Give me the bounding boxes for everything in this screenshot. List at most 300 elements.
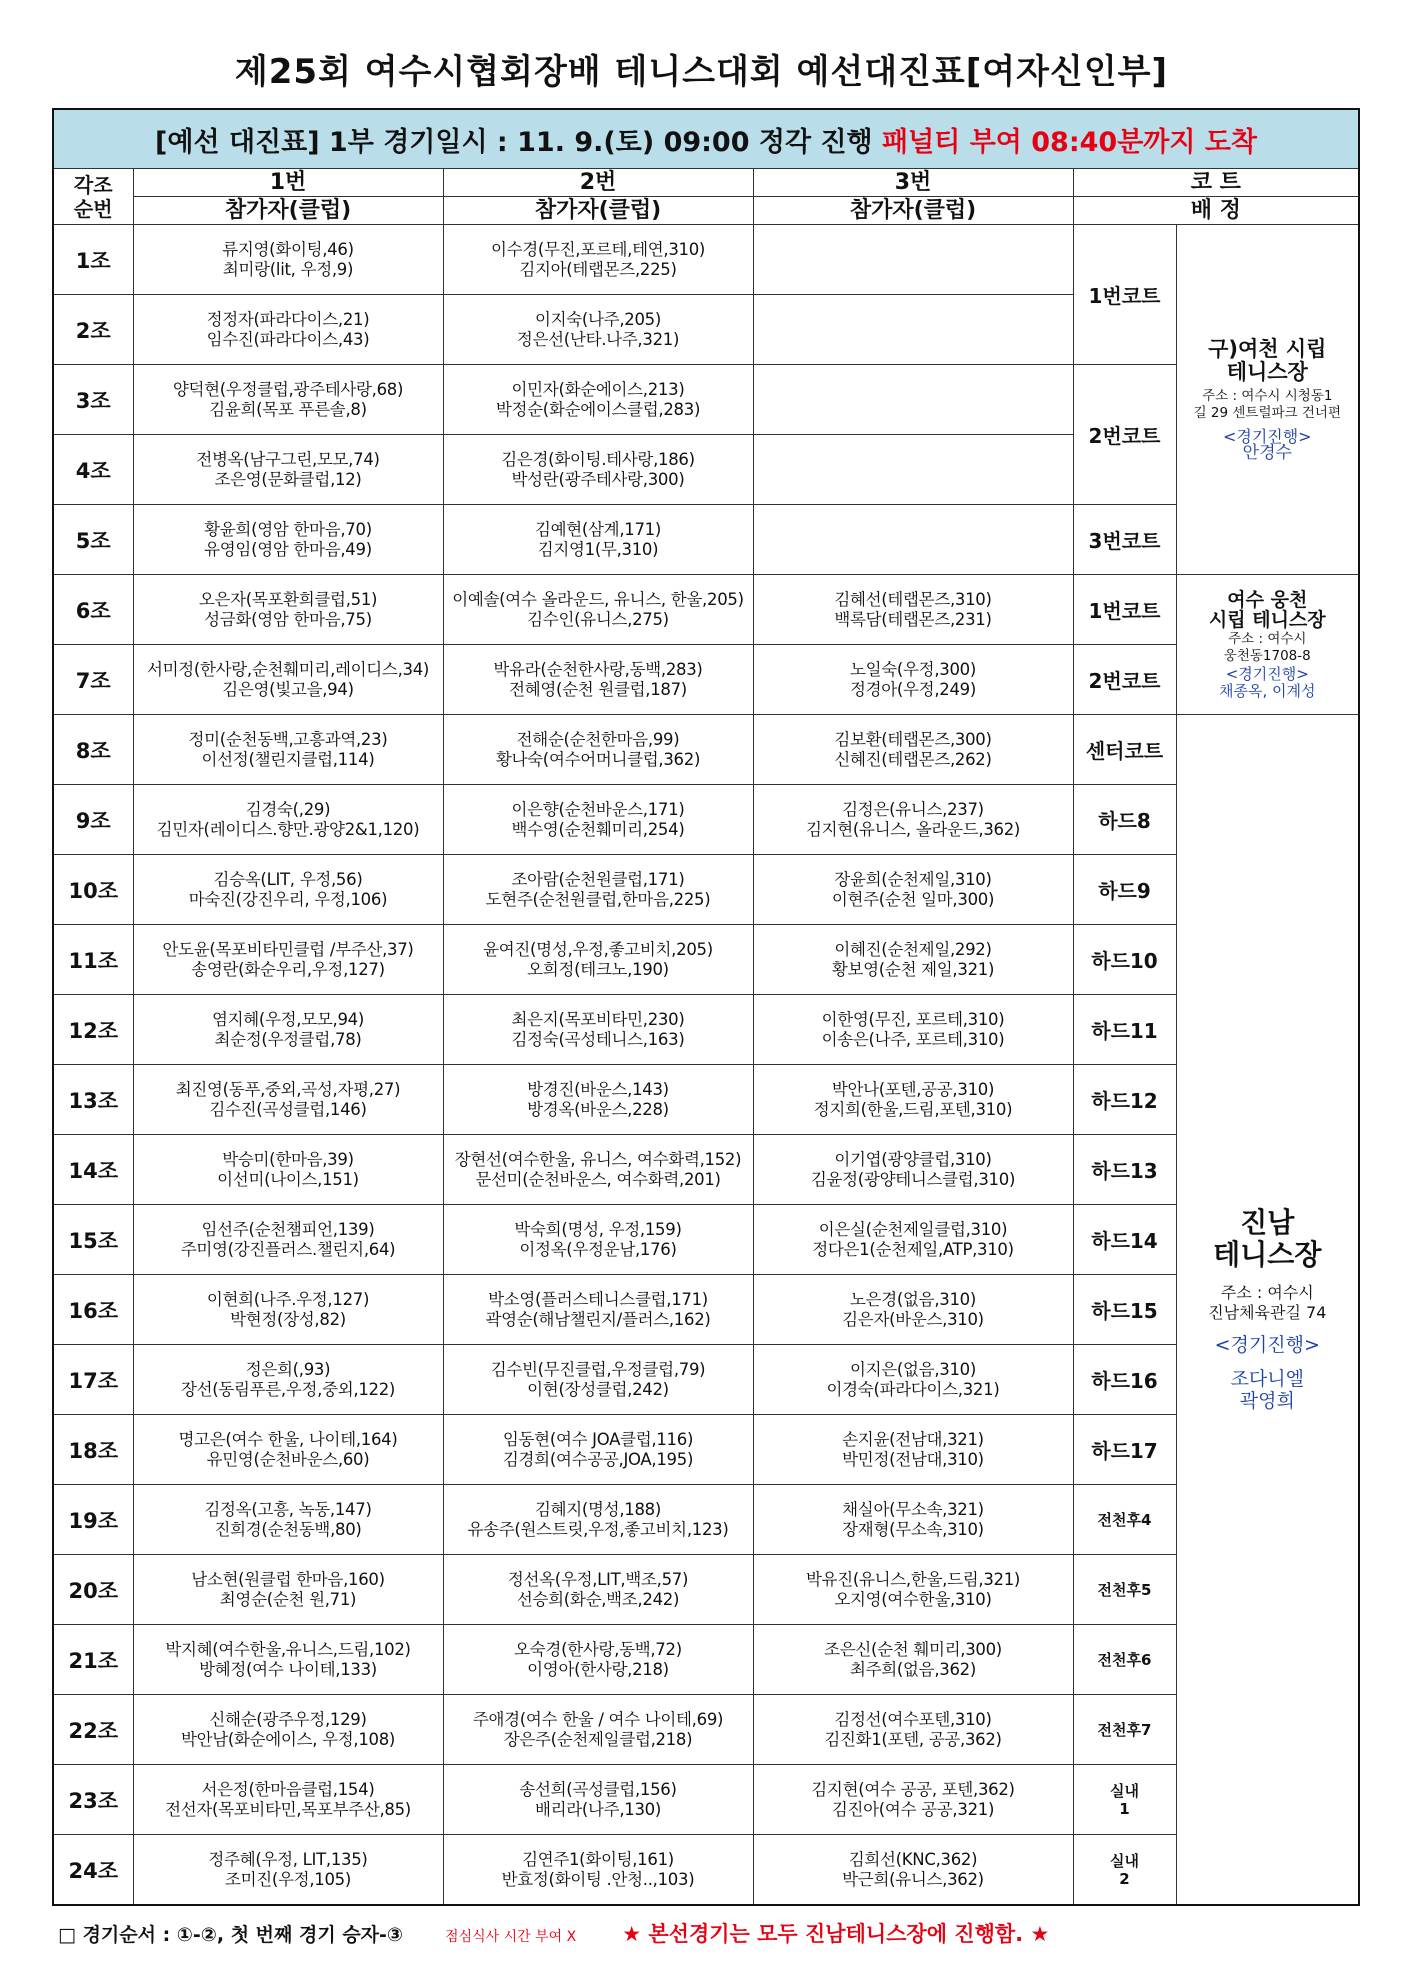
- group-number: 13조: [53, 1065, 133, 1135]
- group-row: [53, 1555, 1359, 1625]
- slot-2-pair: [443, 785, 753, 855]
- group-row: [53, 925, 1359, 995]
- slot-1-pair: [133, 1485, 443, 1555]
- player-entry: 김민자(레이디스.향만.광양2&1,120): [156, 819, 420, 839]
- slot-3-pair: [753, 225, 1073, 295]
- court-assignment: 하드17: [1073, 1415, 1176, 1485]
- court-assignment: 하드11: [1073, 995, 1176, 1065]
- slot-2-pair: [443, 1695, 753, 1765]
- player-entry: 김희선(KNC,362): [848, 1849, 978, 1869]
- player-entry: 오은자(목포환희클럽,51): [198, 589, 378, 609]
- player-entry: 김수빈(무진클럽,우정클럽,79): [490, 1359, 706, 1379]
- player-entry: 김수인(유니스,275): [527, 609, 669, 629]
- player-entry: 박근희(유니스,362): [842, 1869, 984, 1889]
- player-entry: 장재형(무소속,310): [842, 1519, 984, 1539]
- player-entry: 주미영(강진플러스.챌린지,64): [180, 1239, 396, 1259]
- slot-2-pair: [443, 1555, 753, 1625]
- player-entry: 주애경(여수 한울 / 여수 나이테,69): [472, 1709, 724, 1729]
- slot-3-pair: [753, 1135, 1073, 1205]
- player-entry: 김진아(여수 공공,321): [831, 1799, 995, 1819]
- slot-2-pair: [443, 295, 753, 365]
- group-number: 5조: [53, 505, 133, 575]
- player-entry: 방혜정(여수 나이테,133): [199, 1659, 377, 1679]
- slot-1-pair: [133, 225, 443, 295]
- group-row: [53, 1135, 1359, 1205]
- player-entry: 정정자(파라다이스,21): [206, 309, 370, 329]
- player-entry: 정경아(우정,249): [849, 679, 976, 699]
- slot-1-pair: [133, 1555, 443, 1625]
- player-entry: 박현정(장성,82): [230, 1309, 346, 1329]
- player-entry: 정다은1(순천제일,ATP,310): [812, 1239, 1014, 1259]
- player-entry: 진희경(순천동백,80): [214, 1519, 362, 1539]
- header-group-order: 각조 순번: [53, 169, 133, 225]
- player-entry: 조아람(순천원클럽,171): [511, 869, 685, 889]
- player-entry: 송선희(곡성클럽,156): [519, 1779, 677, 1799]
- slot-2-pair: [443, 1765, 753, 1835]
- slot-2-pair: [443, 225, 753, 295]
- slot-1-pair: [133, 715, 443, 785]
- player-entry: 이민자(화순에이스,213): [511, 379, 685, 399]
- group-number: 15조: [53, 1205, 133, 1275]
- slot-3-pair: [753, 295, 1073, 365]
- player-entry: 염지혜(우정,모모,94): [211, 1009, 365, 1029]
- player-entry: 도현주(순천원클럽,한마음,225): [485, 889, 711, 909]
- court-assignment: 하드14: [1073, 1205, 1176, 1275]
- player-entry: 장선(동림푸른,우정,중외,122): [180, 1379, 396, 1399]
- player-entry: 유송주(원스트릿,우정,좋고비치,123): [467, 1519, 729, 1539]
- player-entry: 김정옥(고흥, 녹동,147): [204, 1499, 372, 1519]
- player-entry: 이송은(나주, 포르테,310): [821, 1029, 1005, 1049]
- group-number: 6조: [53, 575, 133, 645]
- slot-1-pair: [133, 1345, 443, 1415]
- player-entry: 남소현(원클럽 한마음,160): [191, 1569, 385, 1589]
- player-entry: 선승희(화순,백조,242): [516, 1589, 680, 1609]
- player-entry: 정주혜(우정, LIT,135): [208, 1849, 368, 1869]
- player-entry: 곽영순(해남챌린지/플러스,162): [485, 1309, 711, 1329]
- slot-2-pair: [443, 1415, 753, 1485]
- slot-2-pair: [443, 1625, 753, 1695]
- slot-3-pair: [753, 925, 1073, 995]
- group-row: [53, 855, 1359, 925]
- player-entry: 김지아(테랩몬즈,225): [519, 259, 677, 279]
- slot-2-pair: [443, 925, 753, 995]
- court-assignment: 전천후5: [1073, 1555, 1176, 1625]
- venue-info: [1176, 715, 1359, 1906]
- player-entry: 이은향(순천바운스,171): [511, 799, 685, 819]
- player-entry: 박정순(화순에이스클럽,283): [495, 399, 701, 419]
- slot-2-pair: [443, 1065, 753, 1135]
- slot-3-pair: [753, 645, 1073, 715]
- venue-address: 주소 : 여수시 진남체육관길 74: [1208, 1283, 1327, 1322]
- player-entry: 김경숙(,29): [245, 799, 331, 819]
- group-row: [53, 365, 1359, 435]
- slot-2-pair: [443, 1135, 753, 1205]
- court-assignment: 센터코트: [1073, 715, 1176, 785]
- player-entry: 이지은(없음,310): [849, 1359, 976, 1379]
- court-assignment: 1번코트: [1073, 575, 1176, 645]
- player-entry: 방경진(바운스,143): [527, 1079, 669, 1099]
- slot-1-pair: [133, 1205, 443, 1275]
- court-assignment: 전천후7: [1073, 1695, 1176, 1765]
- slot-2-pair: [443, 1835, 753, 1906]
- player-entry: 김혜지(명성,188): [534, 1499, 661, 1519]
- player-entry: 최순정(우정클럽,78): [214, 1029, 362, 1049]
- group-number: 21조: [53, 1625, 133, 1695]
- player-entry: 류지영(화이팅,46): [222, 239, 354, 259]
- slot-1-pair: [133, 505, 443, 575]
- slot-1-pair: [133, 295, 443, 365]
- group-row: [53, 1065, 1359, 1135]
- slot-3-pair: [753, 1555, 1073, 1625]
- group-row: [53, 225, 1359, 295]
- player-entry: 이현(장성클럽,242): [527, 1379, 669, 1399]
- player-entry: 박안남(화순에이스, 우정,108): [180, 1729, 396, 1749]
- player-entry: 오지영(여수한울,310): [834, 1589, 992, 1609]
- player-entry: 김정숙(곡성테니스,163): [511, 1029, 685, 1049]
- court-assignment: 하드16: [1073, 1345, 1176, 1415]
- venue-address: 주소 : 여수시 웅천동1708-8: [1223, 630, 1311, 664]
- player-entry: 정은희(,93): [245, 1359, 331, 1379]
- court-assignment: 하드9: [1073, 855, 1176, 925]
- slot-3-pair: [753, 1765, 1073, 1835]
- venue-info: [1176, 575, 1359, 715]
- player-entry: 김승옥(LIT, 우정,56): [213, 869, 363, 889]
- group-number: 2조: [53, 295, 133, 365]
- player-entry: 오희정(테크노,190): [527, 959, 669, 979]
- group-number: 19조: [53, 1485, 133, 1555]
- player-entry: 박유라(순천한사랑,동백,283): [493, 659, 703, 679]
- player-entry: 장은주(순천제일클럽,218): [503, 1729, 693, 1749]
- player-entry: 노은경(없음,310): [849, 1289, 976, 1309]
- player-entry: 김예현(삼계,171): [534, 519, 661, 539]
- player-entry: 백록담(테랩몬즈,231): [834, 609, 992, 629]
- slot-2-pair: [443, 715, 753, 785]
- court-assignment: 3번코트: [1073, 505, 1176, 575]
- player-entry: 김윤희(목포 푸른솔,8): [209, 399, 367, 419]
- slot-2-pair: [443, 575, 753, 645]
- court-assignment: 전천후4: [1073, 1485, 1176, 1555]
- player-entry: 신혜진(테랩몬즈,262): [834, 749, 992, 769]
- venue-name: 진남 테니스장: [1213, 1206, 1322, 1271]
- slot-2-pair: [443, 365, 753, 435]
- player-entry: 박민정(전남대,310): [842, 1449, 984, 1469]
- player-entry: 김은경(화이팅.테사랑,186): [501, 449, 695, 469]
- venue-progress-label: <경기진행>: [1222, 426, 1312, 446]
- player-entry: 유민영(순천바운스,60): [206, 1449, 370, 1469]
- player-entry: 손지윤(전남대,321): [842, 1429, 984, 1449]
- header-participant-1: 참가자(클럽): [133, 197, 443, 225]
- slot-1-pair: [133, 365, 443, 435]
- slot-1-pair: [133, 1135, 443, 1205]
- group-number: 4조: [53, 435, 133, 505]
- group-row: [53, 1485, 1359, 1555]
- slot-3-pair: [753, 1205, 1073, 1275]
- player-entry: 김은영(빛고을,94): [222, 679, 354, 699]
- player-entry: 김경희(여수공공,JOA,195): [502, 1449, 694, 1469]
- player-entry: 정은선(난타.나주,321): [516, 329, 680, 349]
- group-number: 18조: [53, 1415, 133, 1485]
- group-number: 12조: [53, 995, 133, 1065]
- player-entry: 이은실(순천제일클럽,310): [818, 1219, 1008, 1239]
- player-entry: 김정은(유니스,237): [842, 799, 984, 819]
- player-entry: 임동현(여수 JOA클럽,116): [502, 1429, 694, 1449]
- player-entry: 최영순(순천 원,71): [219, 1589, 357, 1609]
- player-entry: 전해순(순천한마음,99): [516, 729, 680, 749]
- player-entry: 김지영1(무,310): [537, 539, 659, 559]
- player-entry: 마숙진(강진우리, 우정,106): [188, 889, 388, 909]
- page-title: 제25회 여수시협회장배 테니스대회 예선대진표[여자신인부]: [234, 52, 1169, 92]
- header-participant-2: 참가자(클럽): [443, 197, 753, 225]
- player-entry: 이현주(순천 일마,300): [831, 889, 995, 909]
- player-entry: 채실아(무소속,321): [842, 1499, 984, 1519]
- slot-3-pair: [753, 1415, 1073, 1485]
- group-row: [53, 1275, 1359, 1345]
- player-entry: 성금화(영암 한마음,75): [204, 609, 372, 629]
- slot-2-pair: [443, 1485, 753, 1555]
- group-number: 7조: [53, 645, 133, 715]
- slot-1-pair: [133, 995, 443, 1065]
- slot-3-pair: [753, 435, 1073, 505]
- group-row: [53, 995, 1359, 1065]
- slot-2-pair: [443, 435, 753, 505]
- group-number: 1조: [53, 225, 133, 295]
- slot-1-pair: [133, 785, 443, 855]
- header-assignment: 배 정: [1073, 197, 1359, 225]
- slot-2-pair: [443, 1345, 753, 1415]
- slot-1-pair: [133, 435, 443, 505]
- player-entry: 박유진(유니스,한울,드림,321): [805, 1569, 1021, 1589]
- player-entry: 정지희(한울,드림,포텐,310): [813, 1099, 1013, 1119]
- match-order-note: □ 경기순서 : ①-②, 첫 번째 경기 승자-③: [58, 1924, 403, 1946]
- player-entry: 황나숙(여수어머니클럽,362): [495, 749, 701, 769]
- player-entry: 김수진(곡성클럽,146): [209, 1099, 367, 1119]
- slot-1-pair: [133, 1695, 443, 1765]
- slot-3-pair: [753, 1345, 1073, 1415]
- player-entry: 김은자(바운스,310): [842, 1309, 984, 1329]
- group-number: 10조: [53, 855, 133, 925]
- group-row: [53, 575, 1359, 645]
- player-entry: 이한영(무진, 포르테,310): [821, 1009, 1005, 1029]
- slot-3-pair: [753, 1485, 1073, 1555]
- venue-staff: 조다니엘 곽영희: [1230, 1368, 1304, 1412]
- slot-3-pair: [753, 1625, 1073, 1695]
- player-entry: 김지현(유니스, 올라운드,362): [805, 819, 1021, 839]
- bracket-table: [52, 108, 1360, 1906]
- slot-3-pair: [753, 1835, 1073, 1906]
- court-assignment: 하드13: [1073, 1135, 1176, 1205]
- group-number: 9조: [53, 785, 133, 855]
- court-assignment: 실내 2: [1073, 1835, 1176, 1906]
- player-entry: 이경숙(파라다이스,321): [826, 1379, 1000, 1399]
- player-entry: 이수경(무진,포르테,테연,310): [490, 239, 706, 259]
- player-entry: 김연주1(화이팅,161): [522, 1849, 674, 1869]
- court-assignment: 하드8: [1073, 785, 1176, 855]
- slot-3-pair: [753, 715, 1073, 785]
- venue-staff: 안경수: [1242, 442, 1292, 463]
- player-entry: 송영란(화순우리,우정,127): [191, 959, 385, 979]
- player-entry: 방경옥(바운스,228): [527, 1099, 669, 1119]
- player-entry: 전선자(목포비타민,목포부주산,85): [165, 1799, 411, 1819]
- slot-3-pair: [753, 785, 1073, 855]
- group-number: 24조: [53, 1835, 133, 1906]
- slot-3-pair: [753, 505, 1073, 575]
- slot-2-pair: [443, 995, 753, 1065]
- player-entry: 이예솔(여수 올라운드, 유니스, 한울,205): [452, 589, 744, 609]
- group-row: [53, 715, 1359, 785]
- group-number: 23조: [53, 1765, 133, 1835]
- slot-3-pair: [753, 575, 1073, 645]
- player-entry: 유영임(영암 한마음,49): [204, 539, 372, 559]
- player-entry: 장윤희(순천제일,310): [834, 869, 992, 889]
- group-row: [53, 785, 1359, 855]
- court-assignment: 전천후6: [1073, 1625, 1176, 1695]
- court-assignment: 하드15: [1073, 1275, 1176, 1345]
- footer: [58, 1918, 1358, 1948]
- group-row: [53, 1695, 1359, 1765]
- player-entry: 임수진(파라다이스,43): [206, 329, 370, 349]
- slot-1-pair: [133, 1835, 443, 1906]
- venue-progress-label: <경기진행>: [1214, 1334, 1320, 1356]
- player-entry: 박성란(광주테사랑,300): [511, 469, 685, 489]
- group-number: 22조: [53, 1695, 133, 1765]
- banner-main: [예선 대진표] 1부 경기일시 : 11. 9.(토) 09:00 정각 진행: [155, 126, 873, 158]
- player-entry: 최은지(목포비타민,230): [511, 1009, 685, 1029]
- player-entry: 이혜진(순천제일,292): [834, 939, 992, 959]
- player-entry: 반효정(화이팅 .안청..,103): [501, 1869, 695, 1889]
- player-entry: 전병옥(남구그린,모모,74): [196, 449, 380, 469]
- venue-address: 주소 : 여수시 시청동1 길 29 센트럴파크 건너편: [1193, 387, 1341, 421]
- player-entry: 이지숙(나주,205): [534, 309, 661, 329]
- player-entry: 김지현(여수 공공, 포텐,362): [811, 1779, 1015, 1799]
- player-entry: 윤여진(명성,우정,좋고비치,205): [483, 939, 713, 959]
- slot-1-pair: [133, 855, 443, 925]
- player-entry: 김윤정(광양테니스클럽,310): [810, 1169, 1016, 1189]
- group-number: 14조: [53, 1135, 133, 1205]
- player-entry: 문선미(순천바운스, 여수화력,201): [475, 1169, 721, 1189]
- slot-2-pair: [443, 855, 753, 925]
- group-row: [53, 1205, 1359, 1275]
- header-participant-3: 참가자(클럽): [753, 197, 1073, 225]
- player-entry: 김보환(테랩몬즈,300): [834, 729, 992, 749]
- player-entry: 김정선(여수포텐,310): [834, 1709, 992, 1729]
- court-assignment: 2번코트: [1073, 365, 1176, 505]
- group-row: [53, 1835, 1359, 1906]
- header-court: 코 트: [1073, 169, 1359, 197]
- group-number: 17조: [53, 1345, 133, 1415]
- slot-1-pair: [133, 1065, 443, 1135]
- slot-1-pair: [133, 1415, 443, 1485]
- player-entry: 박승미(한마음,39): [222, 1149, 354, 1169]
- player-entry: 정미(순천동백,고흥과역,23): [188, 729, 388, 749]
- player-entry: 장현선(여수한울, 유니스, 여수화력,152): [454, 1149, 742, 1169]
- group-number: 20조: [53, 1555, 133, 1625]
- player-entry: 안도윤(목포비타민클럽 /부주산,37): [162, 939, 414, 959]
- slot-1-pair: [133, 1625, 443, 1695]
- court-assignment: 2번코트: [1073, 645, 1176, 715]
- group-row: [53, 505, 1359, 575]
- player-entry: 최미랑(lit, 우정,9): [222, 259, 354, 279]
- player-entry: 노일숙(우정,300): [849, 659, 976, 679]
- player-entry: 황윤희(영암 한마음,70): [204, 519, 372, 539]
- player-entry: 김진화1(포텐, 공공,362): [824, 1729, 1002, 1749]
- group-row: [53, 1345, 1359, 1415]
- venue-info: [1176, 225, 1359, 575]
- slot-2-pair: [443, 1275, 753, 1345]
- player-entry: 박소영(플러스테니스클럽,171): [488, 1289, 708, 1309]
- slot-1-pair: [133, 1765, 443, 1835]
- court-assignment: 하드10: [1073, 925, 1176, 995]
- court-assignment: 실내 1: [1073, 1765, 1176, 1835]
- slot-2-pair: [443, 1205, 753, 1275]
- player-entry: 이선정(챌린지클럽,114): [201, 749, 375, 769]
- venue-progress-label: <경기진행>: [1225, 664, 1309, 683]
- player-entry: 김혜선(테랩몬즈,310): [834, 589, 992, 609]
- group-row: [53, 1765, 1359, 1835]
- header-slot-3: 3번: [753, 169, 1073, 197]
- player-entry: 이영아(한사랑,218): [527, 1659, 669, 1679]
- player-entry: 서미정(한사랑,순천훼미리,레이디스,34): [146, 659, 430, 679]
- court-assignment: 1번코트: [1073, 225, 1176, 365]
- player-entry: 이현희(나주.우정,127): [206, 1289, 370, 1309]
- group-row: [53, 645, 1359, 715]
- court-assignment: 하드12: [1073, 1065, 1176, 1135]
- player-entry: 양덕현(우정클럽,광주테사랑,68): [172, 379, 404, 399]
- player-entry: 최진영(동푸,중외,곡성,자평,27): [175, 1079, 401, 1099]
- slot-2-pair: [443, 645, 753, 715]
- player-entry: 이기엽(광양클럽,310): [834, 1149, 992, 1169]
- player-entry: 임선주(순천챔피언,139): [201, 1219, 375, 1239]
- header-slot-2: 2번: [443, 169, 753, 197]
- header-slot-1: 1번: [133, 169, 443, 197]
- slot-1-pair: [133, 575, 443, 645]
- banner-penalty: 패널티 부여 08:40분까지 도착: [882, 126, 1258, 158]
- final-venue-notice: ★ 본선경기는 모두 진남테니스장에 진행함. ★: [622, 1922, 1050, 1946]
- player-entry: 이정옥(우정운남,176): [519, 1239, 677, 1259]
- group-number: 3조: [53, 365, 133, 435]
- slot-1-pair: [133, 1275, 443, 1345]
- group-row: [53, 1625, 1359, 1695]
- player-entry: 신해순(광주우정,129): [209, 1709, 367, 1729]
- player-entry: 조은영(문화클럽,12): [214, 469, 362, 489]
- venue-staff: 채종옥, 이계성: [1219, 681, 1316, 700]
- slot-2-pair: [443, 505, 753, 575]
- slot-1-pair: [133, 645, 443, 715]
- player-entry: 박숙희(명성, 우정,159): [514, 1219, 682, 1239]
- group-number: 16조: [53, 1275, 133, 1345]
- player-entry: 전혜영(순천 원클럽,187): [509, 679, 687, 699]
- slot-3-pair: [753, 855, 1073, 925]
- venue-name: 여수 웅천 시립 테니스장: [1208, 588, 1326, 631]
- player-entry: 조미진(우정,105): [224, 1869, 351, 1889]
- player-entry: 박안나(포텐,공공,310): [831, 1079, 995, 1099]
- player-entry: 배리라(나주,130): [534, 1799, 661, 1819]
- group-number: 8조: [53, 715, 133, 785]
- player-entry: 최주희(없음,362): [849, 1659, 976, 1679]
- player-entry: 박지혜(여수한울,유니스,드림,102): [165, 1639, 411, 1659]
- player-entry: 정선옥(우정,LIT,백조,57): [507, 1569, 689, 1589]
- player-entry: 이선미(나이스,151): [217, 1169, 359, 1189]
- player-entry: 조은신(순천 훼미리,300): [824, 1639, 1002, 1659]
- player-entry: 명고은(여수 한울, 나이테,164): [178, 1429, 398, 1449]
- player-entry: 서은정(한마음클럽,154): [201, 1779, 375, 1799]
- slot-3-pair: [753, 1695, 1073, 1765]
- player-entry: 오숙경(한사랑,동백,72): [514, 1639, 682, 1659]
- slot-3-pair: [753, 1275, 1073, 1345]
- schedule-banner: [53, 109, 1359, 169]
- player-entry: 황보영(순천 제일,321): [831, 959, 995, 979]
- slot-1-pair: [133, 925, 443, 995]
- lunch-note: 점심식사 시간 부여 X: [445, 1929, 577, 1945]
